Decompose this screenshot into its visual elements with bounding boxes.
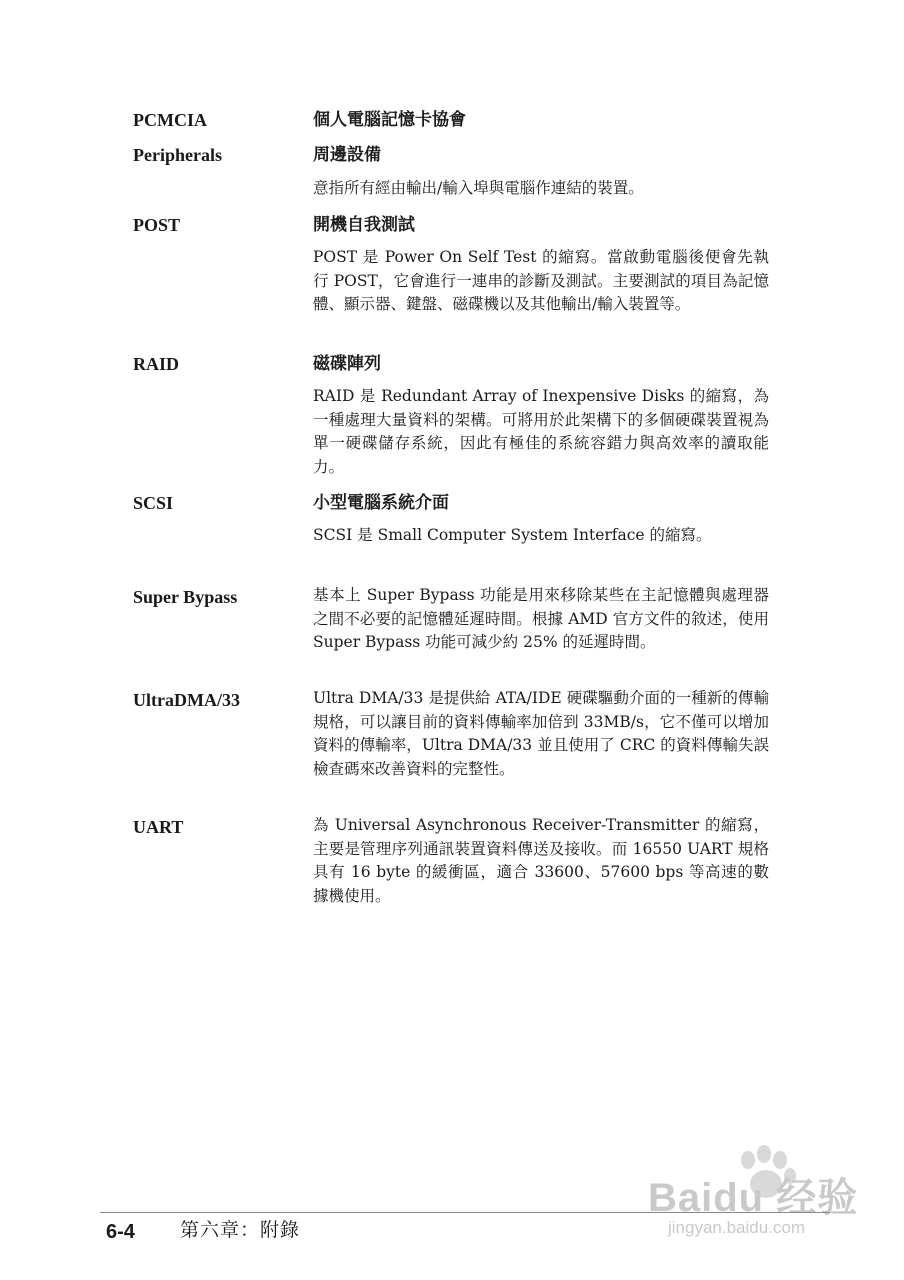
term-description: RAID 是 Redundant Array of Inexpensive Disks 的縮寫，為一種處理大量資料的架構。可將用於此架構下的多個硬碟裝置視為單一硬碟儲存系統，因此有極佳的系統容錯力與高效率的讀取能力。: [313, 387, 769, 476]
term-label: UART: [133, 817, 184, 837]
term-label: RAID: [133, 354, 180, 374]
term-label: SCSI: [133, 493, 174, 513]
term-description: 意指所有經由輸出/輸入埠與電腦作連結的裝置。: [313, 179, 644, 197]
term-description: 基本上 Super Bypass 功能是用來移除某些在主記憶體與處理器之間不必要的記憶體延遲時間。根據 AMD 官方文件的敘述，使用 Super Bypass 功能可減少約 25% 的延遲時間。: [313, 586, 769, 651]
term-chinese-title: 磁碟陣列: [313, 354, 381, 374]
term-chinese-title: 周邊設備: [313, 145, 381, 165]
term-description: 為 Universal Asynchronous Receiver-Transmitter 的縮寫，主要是管理序列通訊裝置資料傳送及接收。而 16550 UART 規格具有 16 byte 的緩衝區，適合 33600、57600 bps 等高速的數據機使用。: [313, 816, 769, 905]
term-label: PCMCIA: [133, 110, 207, 130]
term-label: Peripherals: [133, 145, 222, 165]
footer-divider: [100, 1212, 830, 1213]
watermark-url: jingyan.baidu.com: [668, 1218, 806, 1237]
watermark-brand: Baidu 经验: [648, 1176, 859, 1220]
term-description: SCSI 是 Small Computer System Interface 的縮寫。: [313, 526, 712, 544]
term-description: POST 是 Power On Self Test 的縮寫。當啟動電腦後便會先執行 POST，它會進行一連串的診斷及測試。主要測試的項目為記憶體、顯示器、鍵盤、磁碟機以及其他輸出/輸入裝置等。: [313, 248, 769, 313]
term-chinese-title: 小型電腦系統介面: [313, 493, 449, 513]
chapter-title: 第六章：附錄: [180, 1219, 301, 1241]
term-label: Super Bypass: [133, 587, 238, 607]
page-number: 6-4: [106, 1221, 135, 1243]
term-chinese-title: 個人電腦記憶卡協會: [313, 110, 466, 130]
term-description: Ultra DMA/33 是提供給 ATA/IDE 硬碟驅動介面的一種新的傳輸規格，可以讓目前的資料傳輸率加倍到 33MB/s，它不僅可以增加資料的傳輸率，Ultra DMA/33 並且使用了 CRC 的資料傳輸失誤檢查碼來改善資料的完整性。: [313, 689, 769, 778]
term-chinese-title: 開機自我測試: [313, 215, 415, 235]
term-label: POST: [133, 215, 181, 235]
term-label: UltraDMA/33: [133, 690, 240, 710]
